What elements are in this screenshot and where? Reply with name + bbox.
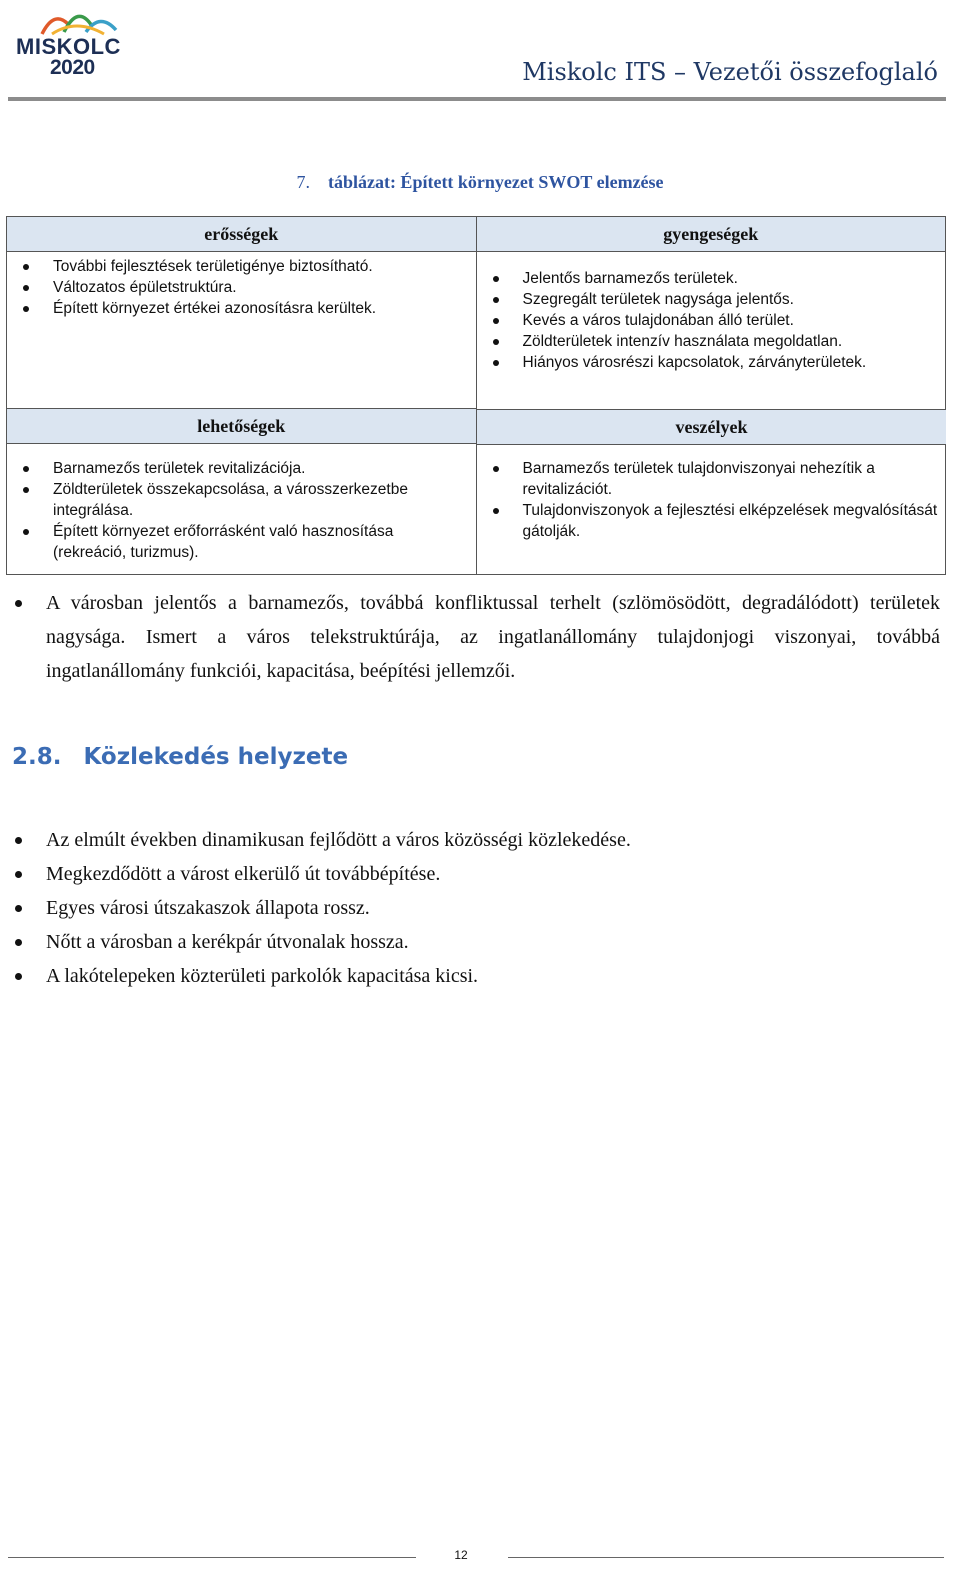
page-header bbox=[0, 0, 960, 105]
logo-arcs-icon bbox=[34, 6, 124, 36]
list-item: Barnamezős területek tulajdonviszonyai nehezítik a revitalizációt. bbox=[477, 458, 946, 500]
list-item: Barnamezős területek revitalizációja. bbox=[7, 458, 476, 479]
strengths-heading: erősségek bbox=[7, 217, 477, 252]
list-item: Hiányos városrészi kapcsolatok, zárványterületek. bbox=[477, 352, 946, 373]
document-title: Miskolc ITS – Vezetői összefoglaló bbox=[522, 58, 938, 86]
threats-heading: veszélyek bbox=[476, 409, 946, 445]
list-item: Tulajdonviszonyok a fejlesztési elképzelések megvalósítását gátolják. bbox=[477, 500, 946, 542]
strengths-cell bbox=[7, 252, 477, 409]
swot-table bbox=[6, 216, 946, 575]
table-caption-number: 7. bbox=[296, 172, 310, 192]
section-heading bbox=[12, 744, 348, 770]
list-item: Épített környezet értékei azonosításra kerültek. bbox=[7, 298, 476, 319]
list-item: Zöldterületek összekapcsolása, a városszerkezetbe integrálása. bbox=[7, 479, 476, 521]
footer-divider-right bbox=[508, 1557, 944, 1558]
table-caption bbox=[0, 172, 960, 193]
logo-text-miskolc: MISKOLC bbox=[16, 34, 121, 59]
bullet-icon bbox=[15, 600, 22, 607]
section-title: Közlekedés helyzete bbox=[83, 744, 349, 770]
list-item: Változatos épületstruktúra. bbox=[7, 277, 476, 298]
summary-paragraph: A városban jelentős a barnamezős, továbbá konfliktussal terhelt (szlömösödött, degradálódott) területek nagysága. Ismert a város telekstruktúrája, az ingatlanállomány tulajdonjogi viszonyai, továbbá ingatlanállomány funkciói, kapacitása, beépítési jellemzői. bbox=[46, 592, 940, 682]
page-number: 12 bbox=[454, 1548, 468, 1562]
list-item: Nőtt a városban a kerékpár útvonalak hossza. bbox=[0, 925, 960, 959]
list-item: Jelentős barnamezős területek. bbox=[477, 268, 946, 289]
logo-text-2020: 2020 bbox=[50, 56, 95, 79]
header-divider bbox=[8, 97, 946, 101]
footer-divider-left bbox=[8, 1557, 416, 1558]
list-item: Az elmúlt években dinamikusan fejlődött a város közösségi közlekedése. bbox=[0, 823, 960, 857]
list-item: Egyes városi útszakaszok állapota rossz. bbox=[0, 891, 960, 925]
list-item: Szegregált területek nagysága jelentős. bbox=[477, 289, 946, 310]
weaknesses-heading: gyengeségek bbox=[476, 217, 946, 252]
opportunities-heading: lehetőségek bbox=[7, 409, 477, 444]
miskolc-2020-logo bbox=[14, 6, 134, 78]
threats-cell bbox=[476, 444, 946, 575]
list-item: További fejlesztések területigénye biztosítható. bbox=[7, 256, 476, 277]
list-item: Kevés a város tulajdonában álló terület. bbox=[477, 310, 946, 331]
traffic-bullet-list bbox=[0, 823, 960, 993]
list-item: A lakótelepeken közterületi parkolók kapacitása kicsi. bbox=[0, 959, 960, 993]
list-item: Megkezdődött a várost elkerülő út továbbépítése. bbox=[0, 857, 960, 891]
table-caption-text: táblázat: Épített környezet SWOT elemzése bbox=[327, 172, 664, 192]
list-item: Épített környezet erőforrásként való hasznosítása (rekreáció, turizmus). bbox=[7, 521, 476, 563]
list-item: Zöldterületek intenzív használata megoldatlan. bbox=[477, 331, 946, 352]
opportunities-cell bbox=[7, 444, 477, 575]
section-number: 2.8. bbox=[12, 744, 62, 770]
